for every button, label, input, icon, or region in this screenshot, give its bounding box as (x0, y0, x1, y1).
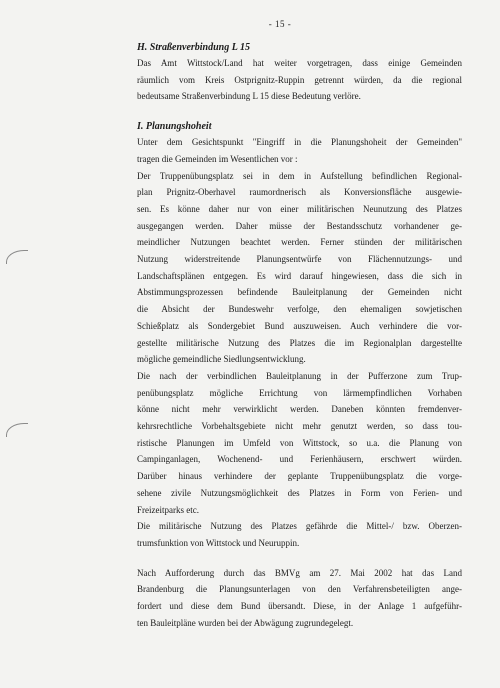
punch-hole-mark-top (6, 250, 28, 264)
text-line: Darüber hinaus verhindere der geplante Truppenübungsplatz die vorge- (137, 471, 462, 482)
text-line: Die nach der verbindlichen Bauleitplanung in der Pufferzone zum Trup- (137, 370, 462, 381)
section-heading-i: I. Planungshoheit (137, 121, 212, 133)
text-line: penübungsplatz mögliche Errichtung von lärmempfindlichen Vorhaben (137, 387, 462, 398)
text-line: die Absicht der Bundeswehr verfolge, den ehemaligen sowjetischen (137, 304, 462, 315)
text-line: Abstimmungsprozessen befindende Bauleitplanung der Gemeinden nicht (137, 287, 462, 298)
text-line: tragen die Gemeinden im Wesentlichen vor : (137, 153, 298, 164)
text-line: Landschaftsplänen entgegen. Es wird darauf hingewiesen, dass die sich in (137, 270, 462, 281)
text-line: fordert und diese dem Bund übersandt. Diese, in der Anlage 1 aufgeführ- (137, 601, 462, 612)
text-line: Nutzung widerstreitende Planungsentwürfe von Flächennutzungs- und (137, 254, 462, 265)
text-line: sen. Es könne daher nur von einer militärischen Neunutzung des Platzes (137, 203, 462, 214)
text-line: mögliche gemeindliche Siedlungsentwicklung. (137, 354, 306, 365)
text-line: ausgegangen werden. Daher müsse der Bestandsschutz vorhandener ge- (137, 220, 462, 231)
page-number: - 15 - (268, 19, 292, 29)
paragraph-l15 (137, 55, 462, 105)
text-line: Freizeitparks etc. (137, 504, 199, 515)
section-heading-h: H. Straßenverbindung L 15 (137, 42, 250, 53)
punch-hole-mark-bottom (6, 423, 28, 437)
text-line: trumsfunktion von Wittstock und Neuruppin. (137, 537, 300, 548)
text-line: ristische Planungen im Umfeld von Wittstock, so u.a. die Planung von (137, 437, 462, 448)
text-line: Brandenburg die Planungsunterlagen von den Verfahrensbeteiligten ange- (137, 584, 462, 595)
text-line: ten Bauleitpläne wurden bei der Abwägung zugrundegelegt. (137, 617, 354, 628)
text-line: kehrsrechtliche Vorbehaltsgebiete nicht mehr genutzt werden, so dass tou- (137, 421, 462, 432)
text-line: meindlicher Nutzungen beachtet werden. Ferner stünden der militärischen (137, 237, 462, 248)
text-line: bedeutsame Straßenverbindung L 15 diese Bedeutung verlöre. (137, 91, 361, 102)
document-body (137, 40, 462, 632)
text-line: gestellte militärische Nutzung des Platzes die im Regionalplan dargestellte (137, 337, 462, 348)
text-line: Schießplatz als Sondergebiet Bund auszuweisen. Auch verhindere die vor- (137, 320, 462, 331)
paragraph-closing (137, 565, 462, 632)
text-line: räumlich vom Kreis Ostprignitz-Ruppin getrennt würden, da die regional (137, 74, 462, 85)
text-line: könne nicht mehr verwirklicht werden. Daneben könnten fremdenver- (137, 404, 462, 415)
text-line: plan Prignitz-Oberhavel raumordnerisch als Konversionsfläche ausgewie- (137, 187, 462, 198)
text-line: Die militärische Nutzung des Platzes gefährde die Mittel-/ bzw. Oberzen- (137, 521, 462, 532)
paragraph-planungshoheit (137, 134, 462, 552)
text-line: Unter dem Gesichtspunkt "Eingriff in die Planungshoheit der Gemeinden" (137, 137, 462, 148)
text-line: sehene zivile Nutzungsmöglichkeit des Platzes in Form von Ferien- und (137, 487, 462, 498)
text-line: Campinganlagen, Wochenend- und Ferienhäusern, erschwert würden. (137, 454, 462, 465)
text-line: Das Amt Wittstock/Land hat weiter vorgetragen, dass einige Gemeinden (137, 58, 462, 68)
text-line: Nach Aufforderung durch das BMVg am 27. Mai 2002 hat das Land (137, 567, 462, 578)
text-line: Der Truppenübungsplatz sei in dem in Aufstellung befindlichen Regional- (137, 170, 462, 181)
